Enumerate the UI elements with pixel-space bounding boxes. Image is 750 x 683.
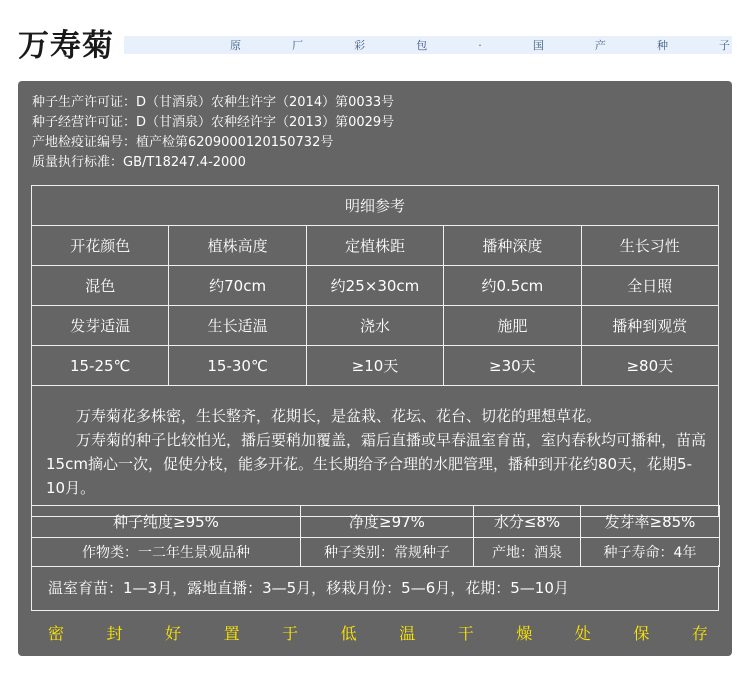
license-info (32, 93, 394, 173)
header-cell: 生长习性 (581, 226, 718, 266)
storage-char: 置 (223, 624, 240, 643)
quarantine-number: 产地检疫证编号：植产检第6209000120150732号 (32, 135, 334, 150)
page-title: 万寿菊 (18, 28, 114, 64)
header-cell: 浇水 (306, 306, 443, 346)
storage-char: 燥 (516, 624, 533, 643)
header-cell: 开花颜色 (32, 226, 169, 266)
storage-char: 处 (574, 624, 591, 643)
storage-char: 好 (165, 624, 182, 643)
storage-instruction (48, 621, 708, 644)
value-cell: ≥10天 (306, 346, 443, 386)
origin-cell: 产地：酒泉 (474, 538, 581, 567)
tagline (230, 36, 730, 54)
value-cell: 混色 (32, 266, 169, 306)
quality-standard: 质量执行标准：GB/T18247.4-2000 (32, 155, 246, 170)
description-paragraph: 万寿菊花多株密，生长整齐，花期长，是盆栽、花坛、花台、切花的理想草花。 (76, 407, 602, 425)
seed-type-cell: 种子类别：常规种子 (301, 538, 474, 567)
detail-table (31, 185, 719, 517)
purity-cell: 种子纯度≥95% (32, 506, 301, 538)
value-cell: 15-30℃ (169, 346, 306, 386)
storage-char: 封 (106, 624, 123, 643)
clarity-cell: 净度≥97% (301, 506, 474, 538)
header-cell: 植株高度 (169, 226, 306, 266)
tagline-char: 彩 (354, 39, 366, 52)
lifespan-cell: 种子寿命：4年 (581, 538, 720, 567)
storage-char: 保 (633, 624, 650, 643)
description-paragraph: 万寿菊的种子比较怕光，播后要稍加覆盖，霜后直播或早春温室育苗，室内春秋均可播种，苗高15cm摘心一次，促使分枝，能多开花。生长期给予合理的水肥管理，播种到开花约80天，花期5-10月。 (46, 431, 707, 497)
tagline-char: · (478, 38, 482, 52)
storage-char: 密 (48, 624, 65, 643)
page-header (0, 0, 750, 80)
product-info-panel (18, 81, 732, 656)
storage-char: 于 (282, 624, 299, 643)
germination-cell: 发芽率≥85% (581, 506, 720, 538)
value-cell: ≥30天 (444, 346, 581, 386)
crop-type-cell: 作物类：一二年生景观品种 (32, 538, 301, 567)
tagline-char: 子 (719, 39, 730, 52)
quality-table (31, 505, 720, 567)
header-cell: 生长适温 (169, 306, 306, 346)
value-cell: 约25×30cm (306, 266, 443, 306)
tagline-char: 产 (594, 39, 606, 52)
storage-char: 温 (399, 624, 416, 643)
value-cell: 约0.5cm (444, 266, 581, 306)
storage-char: 存 (691, 624, 708, 643)
tagline-char: 原 (230, 39, 241, 52)
value-cell: 15-25℃ (32, 346, 169, 386)
storage-char: 干 (457, 624, 474, 643)
storage-char: 低 (340, 624, 357, 643)
header-cell: 发芽适温 (32, 306, 169, 346)
tagline-char: 包 (416, 39, 428, 52)
value-cell: 约70cm (169, 266, 306, 306)
value-cell: 全日照 (581, 266, 718, 306)
moisture-cell: 水分≤8% (474, 506, 581, 538)
header-cell: 播种深度 (444, 226, 581, 266)
tagline-char: 种 (656, 39, 668, 52)
tagline-char: 厂 (292, 39, 304, 52)
header-cell: 播种到观赏 (581, 306, 718, 346)
header-cell: 定植株距 (306, 226, 443, 266)
header-cell: 施肥 (444, 306, 581, 346)
business-license: 种子经营许可证：D（甘酒泉）农种经许字（2013）第0029号 (32, 115, 395, 130)
tagline-char: 国 (532, 39, 544, 52)
detail-caption: 明细参考 (32, 186, 719, 226)
planting-timing: 温室育苗：1—3月，露地直播：3—5月，移栽月份：5—6月，花期：5—10月 (31, 565, 719, 611)
production-license: 种子生产许可证：D（甘酒泉）农种生许字（2014）第0033号 (32, 95, 395, 110)
description-cell (32, 386, 719, 517)
value-cell: ≥80天 (581, 346, 718, 386)
